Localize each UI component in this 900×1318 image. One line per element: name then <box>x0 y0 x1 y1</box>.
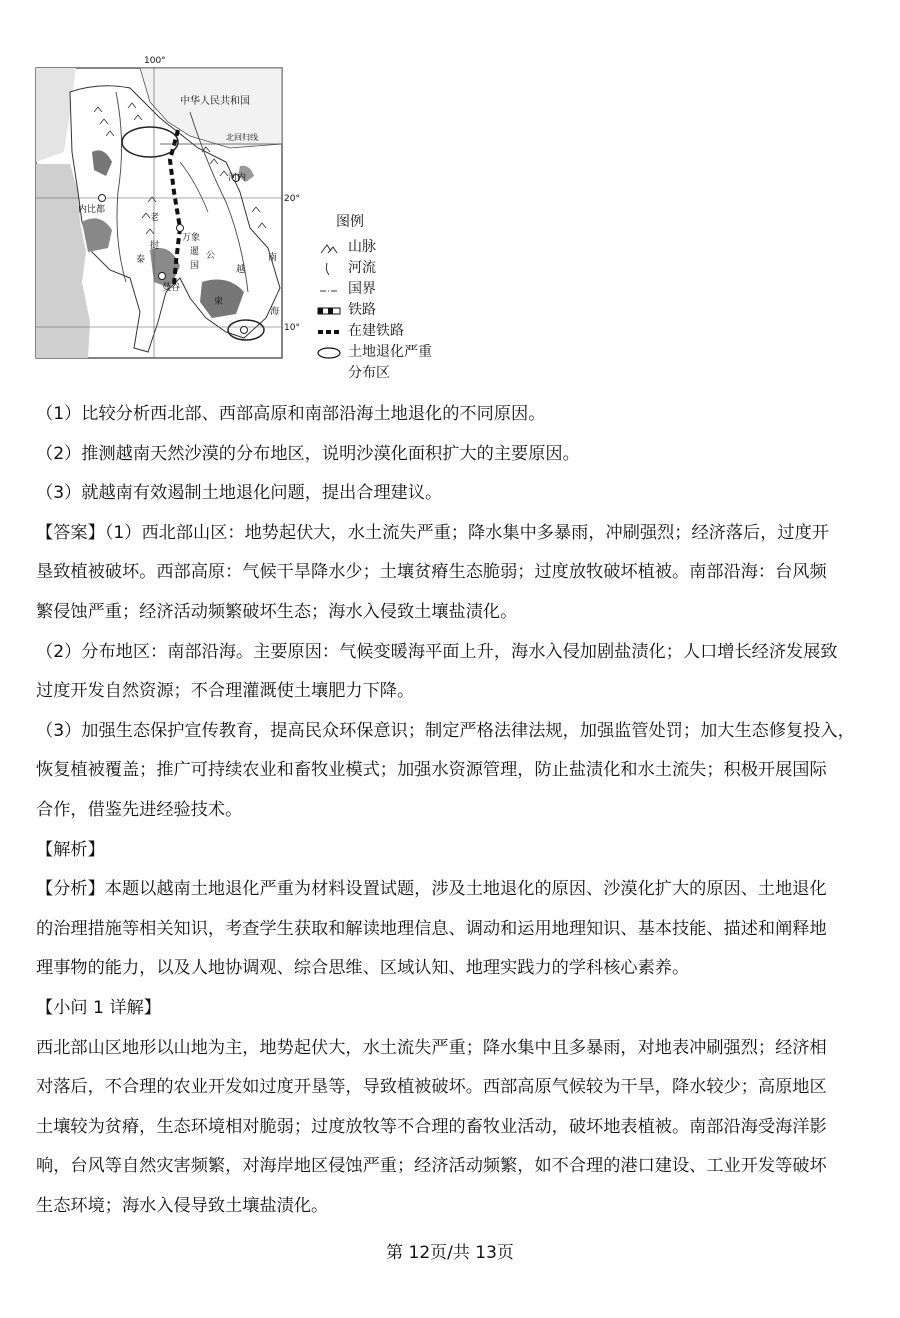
label-sea-1: 南 <box>268 253 278 263</box>
label-bangkok: 曼谷 <box>162 283 181 293</box>
detail-line: 西北部山区地形以山地为主，地势起伏大，水土流失严重；降水集中且多暴雨，对地表冲刷强烈；经济相 <box>36 1037 827 1058</box>
map-svg <box>30 52 300 362</box>
question-3: （3）就越南有效遏制土地退化问题，提出合理建议。 <box>36 483 443 504</box>
answer-line: 恢复植被覆盖；推广可持续农业和畜牧业模式；加强水资源管理，防止盐渍化和水土流失；积极开展国际 <box>36 760 827 781</box>
label-naypyidaw: 内比都 <box>78 205 106 215</box>
legend-label: 国界 <box>348 281 376 297</box>
railway-construction-icon <box>316 324 342 340</box>
map-figure <box>30 52 300 362</box>
label-tropic: 北回归线 <box>226 133 258 142</box>
legend-title: 图例 <box>336 214 364 230</box>
label-laos-1: 老 <box>150 213 160 223</box>
label-lat-20: 20° <box>284 194 300 204</box>
legend-label: 在建铁路 <box>348 323 404 339</box>
label-lon-100: 100° <box>144 56 166 66</box>
answer-line: 合作，借鉴先进经验技术。 <box>36 799 243 820</box>
legend-item <box>316 258 466 279</box>
label-yue: 越 <box>236 265 246 275</box>
label-vientiane: 万象 <box>182 233 201 243</box>
label-sea-2: 海 <box>270 307 280 317</box>
detail-line: 对落后，不合理的农业开发如过度开垦等，导致植被破坏。西部高原气候较为干旱，降水较少；高原地区 <box>36 1077 827 1098</box>
answer-line: 【答案】（1）西北部山区：地势起伏大，水土流失严重；降水集中多暴雨，冲刷强烈；经济落后，过度开 <box>36 522 829 543</box>
legend-label: 河流 <box>348 260 376 276</box>
river-icon <box>316 261 342 277</box>
legend-item <box>316 363 466 384</box>
map-legend <box>316 212 466 384</box>
label-laos-2: 挝 <box>150 241 160 251</box>
mountain-icon <box>316 240 342 256</box>
analysis-heading: 【解析】 <box>36 839 105 860</box>
label-hanoi: 河内 <box>228 173 247 183</box>
analysis-line: 的治理措施等相关知识，考查学生获取和解读地理信息、调动和运用地理知识、基本技能、描述和阐释地 <box>36 918 827 939</box>
legend-item <box>316 342 466 363</box>
answer-line: 垦致植被破坏。西部高原：气候干旱降水少；土壤贫瘠生态脆弱；过度放牧破坏植被。南部沿海：台风频 <box>36 562 827 583</box>
legend-item <box>316 321 466 342</box>
detail-heading: 【小问 1 详解】 <box>36 997 161 1018</box>
answer-line: （2）分布地区：南部沿海。主要原因：气候变暖海平面上升，海水入侵加剧盐渍化；人口增长经济发展致 <box>36 641 838 662</box>
legend-label: 铁路 <box>348 302 376 318</box>
degradation-area-icon <box>316 345 342 361</box>
detail-line: 响，台风等自然灾害频繁，对海岸地区侵蚀严重；经济活动频繁，如不合理的港口建设、工业开发等破坏 <box>36 1156 827 1177</box>
label-cambodia: 柬 <box>214 297 224 307</box>
legend-item <box>316 279 466 300</box>
detail-line: 土壤较为贫瘠，生态环境相对脆弱；过度放牧等不合理的畜牧业活动，破坏地表植被。南部沿海受海洋影 <box>36 1116 827 1137</box>
legend-label: 分布区 <box>348 365 390 381</box>
legend-item <box>316 300 466 321</box>
analysis-line: 【分析】本题以越南土地退化严重为材料设置试题，涉及土地退化的原因、沙漠化扩大的原因、土地退化 <box>36 879 827 900</box>
question-2: （2）推测越南天然沙漠的分布地区，说明沙漠化面积扩大的主要原因。 <box>36 443 580 464</box>
legend-label: 土地退化严重 <box>348 344 432 360</box>
border-icon <box>316 282 342 298</box>
label-gong: 公 <box>206 251 216 261</box>
legend-item <box>316 237 466 258</box>
answer-line: 繁侵蚀严重；经济活动频繁破坏生态；海水入侵致土壤盐渍化。 <box>36 601 518 622</box>
answer-line: 过度开发自然资源；不合理灌溉使土壤肥力下降。 <box>36 681 415 702</box>
document-body <box>36 395 866 1226</box>
label-guo: 国 <box>190 261 200 271</box>
legend-label: 山脉 <box>348 239 376 255</box>
railway-icon <box>316 303 342 319</box>
label-lat-10: 10° <box>284 323 300 333</box>
analysis-line: 理事物的能力，以及人地协调观、综合思维、区域认知、地理实践力的学科核心素养。 <box>36 958 690 979</box>
answer-line: （3）加强生态保护宣传教育，提高民众环保意识；制定严格法律法规，加强监管处罚；加大生态修复投入， <box>36 720 855 741</box>
label-siam: 暹 <box>190 247 200 257</box>
label-thai: 泰 <box>136 255 146 265</box>
question-1: （1）比较分析西北部、西部高原和南部沿海土地退化的不同原因。 <box>36 404 546 424</box>
label-china: 中华人民共和国 <box>180 96 250 107</box>
detail-line: 生态环境；海水入侵导致土壤盐渍化。 <box>36 1195 329 1216</box>
page-footer: 第 12页/共 13页 <box>386 1243 514 1263</box>
